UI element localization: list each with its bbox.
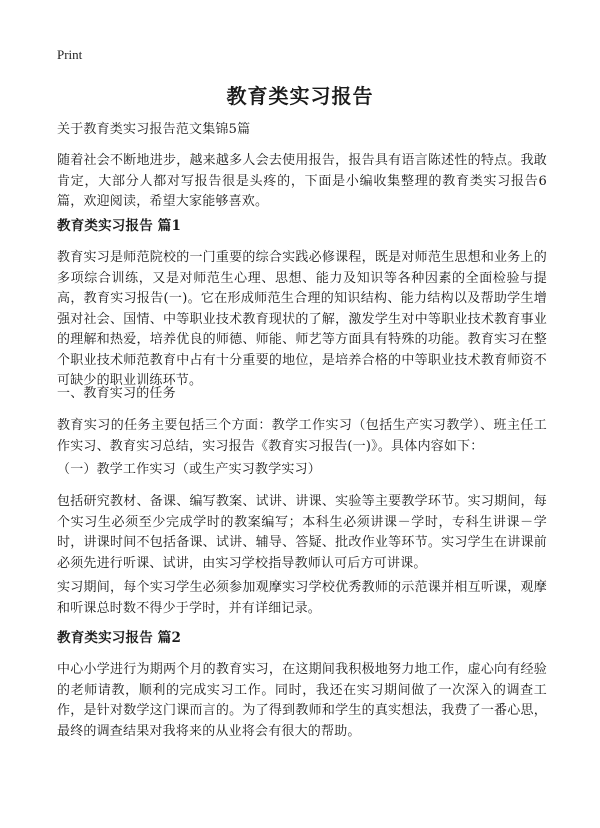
section2-paragraph-1: 中心小学进行为期两个月的教育实习，在这期间我积极地努力地工作，虚心向有经验的老师请教，顺利的完成实习工作。同时，我还在实习期间做了一次深入的调查工作，是针对数学这门课而言的。为了得到教师和学生的真实想法，我费了一番心思，最终的调查结果对我将来的从业将会有很大的帮助。 (57, 662, 547, 739)
document-subtitle: 关于教育类实习报告范文集锦5篇 (57, 122, 251, 137)
page-title: 教育类实习报告 (226, 84, 374, 108)
section-heading-1: 教育类实习报告 篇1 (57, 218, 182, 234)
print-label: Print (57, 47, 83, 62)
section1-paragraph-2: 教育实习的任务主要包括三个方面：教学工作实习（包括生产实习教学）、班主任工作实习、教育实习总结，实习报告《教育实习报告(一)》。具体内容如下： (57, 418, 547, 454)
section1-subheading-2: （一）教学工作实习（或生产实习教学实习） (57, 462, 322, 477)
section1-paragraph-4: 实习期间，每个实习学生必须参加观摩实习学校优秀教师的示范课并相互听课，观摩和听课总时数不得少于学时，并有详细记录。 (57, 580, 547, 616)
section1-subheading-1: 一、教育实习的任务 (57, 386, 176, 401)
intro-paragraph: 随着社会不断地进步，越来越多人会去使用报告，报告具有语言陈述性的特点。我敢肯定，大部分人都对写报告很是头疼的，下面是小编收集整理的教育类实习报告6篇，欢迎阅读，希望大家能够喜欢。 (57, 153, 547, 209)
section1-paragraph-1: 教育实习是师范院校的一门重要的综合实践必修课程，既是对师范生思想和业务上的多项综合训练，又是对师范生心理、思想、能力及知识等各种因素的全面检验与提高，教育实习报告(一)。它在形成师范生合理的知识结构、能力结构以及帮助学生增强对社会、国情、中等职业技术教育现状的了解，激发学生对中等职业技术教育事业的理解和热爱，培养优良的师德、师能、师艺等方面具有特殊的功能。教育实习在整个职业技术师范教育中占有十分重要的地位，是培养合格的中等职业技术教育师资不可缺少的职业训练环节。 (57, 250, 547, 388)
section1-paragraph-3: 包括研究教材、备课、编写教案、试讲、讲课、实验等主要教学环节。实习期间，每个实习生必须至少完成学时的教案编写；本科生必须讲课－学时，专科生讲课－学时，讲课时间不包括备课、试讲、辅导、答疑、批改作业等环节。实习学生在讲课前必须先进行听课、试讲，由实习学校指导教师认可后方可讲课。 (57, 494, 547, 571)
section-heading-2: 教育类实习报告 篇2 (57, 630, 182, 646)
